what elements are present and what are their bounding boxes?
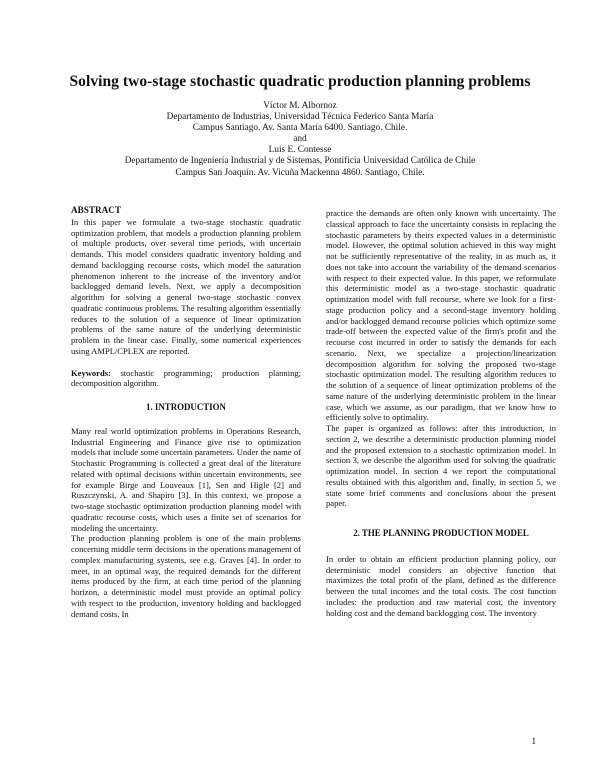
keywords-text: stochastic programming; production planning; decomposition algorithm. xyxy=(71,367,301,389)
section-heading-planning-model: 2. THE PLANNING PRODUCTION MODEL xyxy=(353,528,529,538)
author-name: Víctor M. Albornoz xyxy=(263,101,337,111)
author-name: Luis E. Contesse xyxy=(268,145,332,156)
author-affiliation: Departamento de Industrias, Universidad Técnica Federico Santa María xyxy=(166,112,434,123)
keywords-paragraph xyxy=(71,368,301,390)
author-address: Campus Santiago. Av. Santa María 6400. Santiago. Chile. xyxy=(192,123,408,134)
left-column xyxy=(71,205,301,619)
author-conjunction: and xyxy=(293,134,307,145)
abstract-text: In this paper we formulate a two-stage stochastic quadratic optimization problem, that models a production planning problem of multiple products, over several time periods, with uncertain demands. This model considers quadratic inventory holding and demand backlogging recourse costs, which model the saturation phenomenon inherent to the increase of the inventory and/or backlogged demand levels. Next, we apply a decomposition algorithm for solving a general two-stage stochastic convex quadratic continuous problems. The resulting algorithm essentially reduces to the solution of a sequence of linear optimization problems of the same nature of the underlying deterministic problem in the linear case. Finally, some numerical experiences using AMPL/CPLEX are reported. xyxy=(71,216,301,356)
page-number: 1 xyxy=(531,736,536,746)
intro-paragraph: practice the demands are often only known with uncertainty. The classical approach to face the uncertainty consists in replacing the stochastic parameters by theirs expected values in a deterministic model. However, the optimal solution achieved in this way might not be sufficiently representative of the reality, in as much as, it does not take into account the variability of the demand scenarios with respect to their expected value. In this paper, we reformulate this deterministic model as a two-stage stochastic quadratic optimization model with full recourse, where we look for a first-stage production policy and a second-stage inventory holding and/or backlogged demand recourse policies which optimize some trade-off between the expected value of the firm's profit and the recourse cost incurred in order to satisfy the demands for each scenario. Next, we specialize a projection/linearization decomposition algorithm for solving the proposed two-stage stochastic optimization model. The resulting algorithm reduces to the solution of a sequence of linear optimization problems of the same nature of the underlying deterministic problem in the linear case, which we assume, as our paradigm, that we know how to efficiently solve to optimality. xyxy=(326,208,556,423)
section2-paragraph: In order to obtain an efficient production planning policy, our deterministic model considers an objective function that maximizes the total profit of the plant, defined as the difference between the total incomes and the total costs. The cost function includes: the production and raw material cost, the inventory holding cost and the demand backlogging cost. The inventory xyxy=(326,553,556,618)
abstract-heading: ABSTRACT xyxy=(71,205,122,215)
intro-paragraph: Many real world optimization problems in Operations Research, Industrial Engineering and Finance give rise to optimization models that include some uncertain parameters. Under the name of Stochastic Programming is collected a great deal of the literature related with optimal decisions within uncertain environments, see for example Birge and Louveaux [1], Sen and Higle [2] and Ruszczynski, A. and Shapiro [3]. In this context, we propose a two-stage stochastic optimization production planning model with quadratic recourse costs, which uses a finite set of scenarios for modeling the uncertainty. xyxy=(71,425,301,533)
paper-title: Solving two-stage stochastic quadratic production planning problems xyxy=(69,73,531,90)
intro-paragraph: The paper is organized as follows: after this introduction, in section 2, we describe a deterministic production planning model and the proposed extension to a stochastic optimization model. In section 3, we describe the algorithm used for solving the quadratic optimization model. In section 4 we report the computational results obtained with this algorithm and, finally, in section 5, we state some brief comments and conclusions about the present paper. xyxy=(326,423,556,509)
section-heading-introduction: 1. INTRODUCTION xyxy=(146,402,226,412)
intro-paragraph: The production planning problem is one of the main problems concerning middle term decisions in the operations management of complex manufacturing systems, see e.g. Graves [4]. In order to meet, in an optimal way, the required demands for the different items produced by the firm, at each time period of the planning horizon, a deterministic model must provide an optimal policy with respect to the production, inventory holding and backlogged demand costs. In xyxy=(71,533,301,619)
right-column xyxy=(326,208,556,618)
author-address: Campus San Joaquín. Av. Vicuña Mackenna 4860. Santiago, Chile. xyxy=(175,167,425,178)
author-block xyxy=(0,101,600,179)
keywords-label: Keywords: xyxy=(71,367,111,378)
author-affiliation: Departamento de Ingeniería Industrial y de Sistemas, Pontificia Universidad Católica de Chile xyxy=(124,156,476,167)
